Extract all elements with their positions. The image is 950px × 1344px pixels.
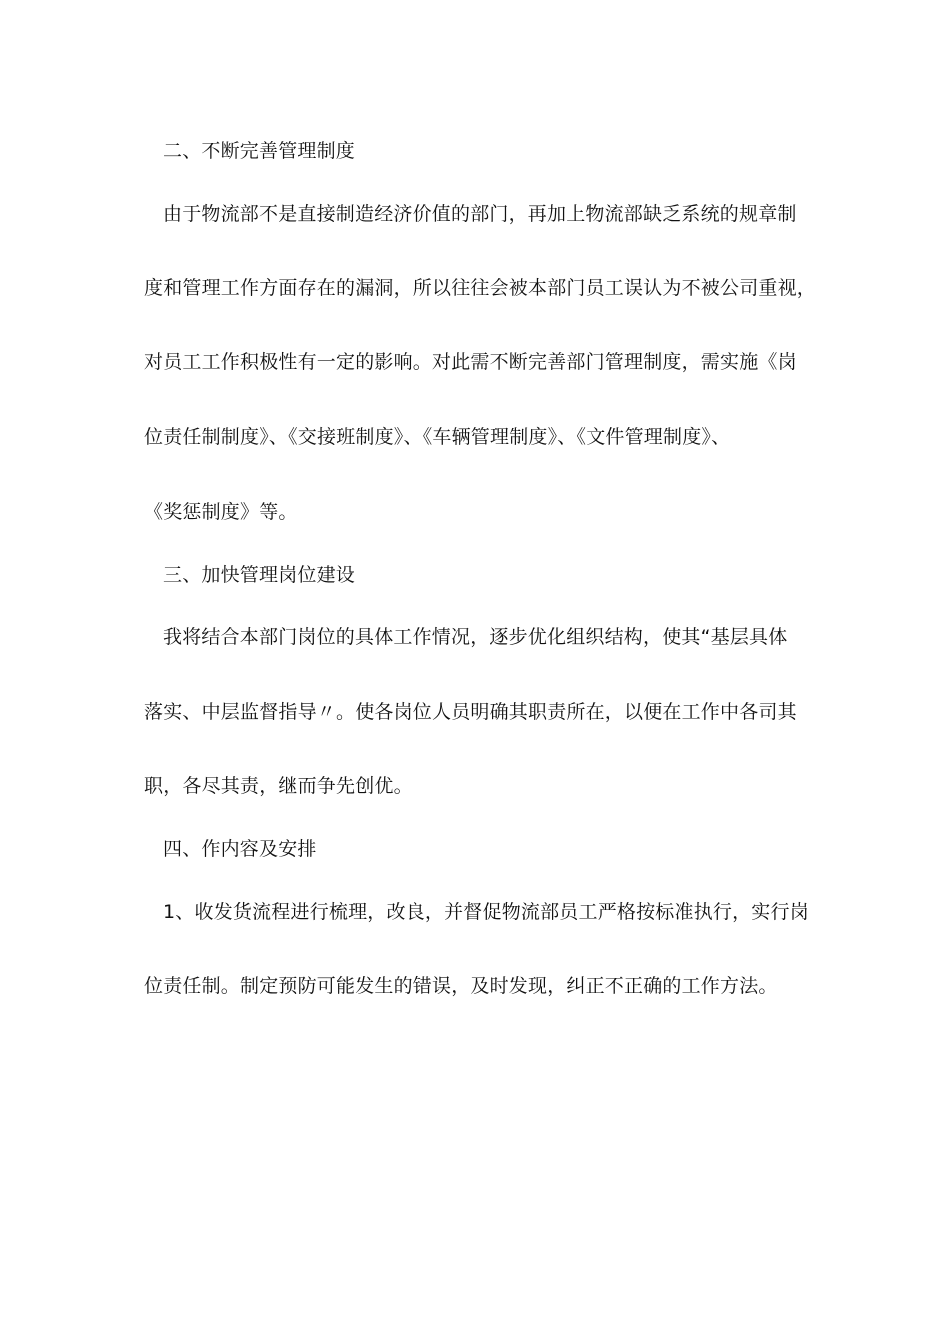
- paragraph-line: 落实、中层监督指导〃。使各岗位人员明确其职责所在，以便在工作中各司其: [144, 701, 797, 723]
- paragraph-line: 位责任制。制定预防可能发生的错误，及时发现，纠正不正确的工作方法。: [144, 975, 778, 997]
- paragraph-line: 职，各尽其责，继而争先创优。: [144, 775, 413, 797]
- paragraph-line: 对员工工作积极性有一定的影响。对此需不断完善部门管理制度，需实施《岗: [144, 351, 797, 373]
- section-heading: 四、作内容及安排: [163, 838, 317, 860]
- section-heading: 二、不断完善管理制度: [163, 140, 356, 162]
- paragraph-line: 我将结合本部门岗位的具体工作情况，逐步优化组织结构，使其“基层具体: [163, 626, 788, 648]
- section-heading: 三、加快管理岗位建设: [163, 564, 356, 586]
- paragraph-line: 位责任制制度》、《交接班制度》、《车辆管理制度》、《文件管理制度》、: [144, 426, 731, 448]
- paragraph-line: 《奖惩制度》等。: [144, 501, 298, 523]
- paragraph-line: 度和管理工作方面存在的漏洞，所以往往会被本部门员工误认为不被公司重视，: [144, 277, 817, 299]
- paragraph-line: 由于物流部不是直接制造经济价值的部门，再加上物流部缺乏系统的规章制: [163, 203, 797, 225]
- paragraph-line: 1、收发货流程进行梳理，改良，并督促物流部员工严格按标准执行，实行岗: [163, 901, 809, 923]
